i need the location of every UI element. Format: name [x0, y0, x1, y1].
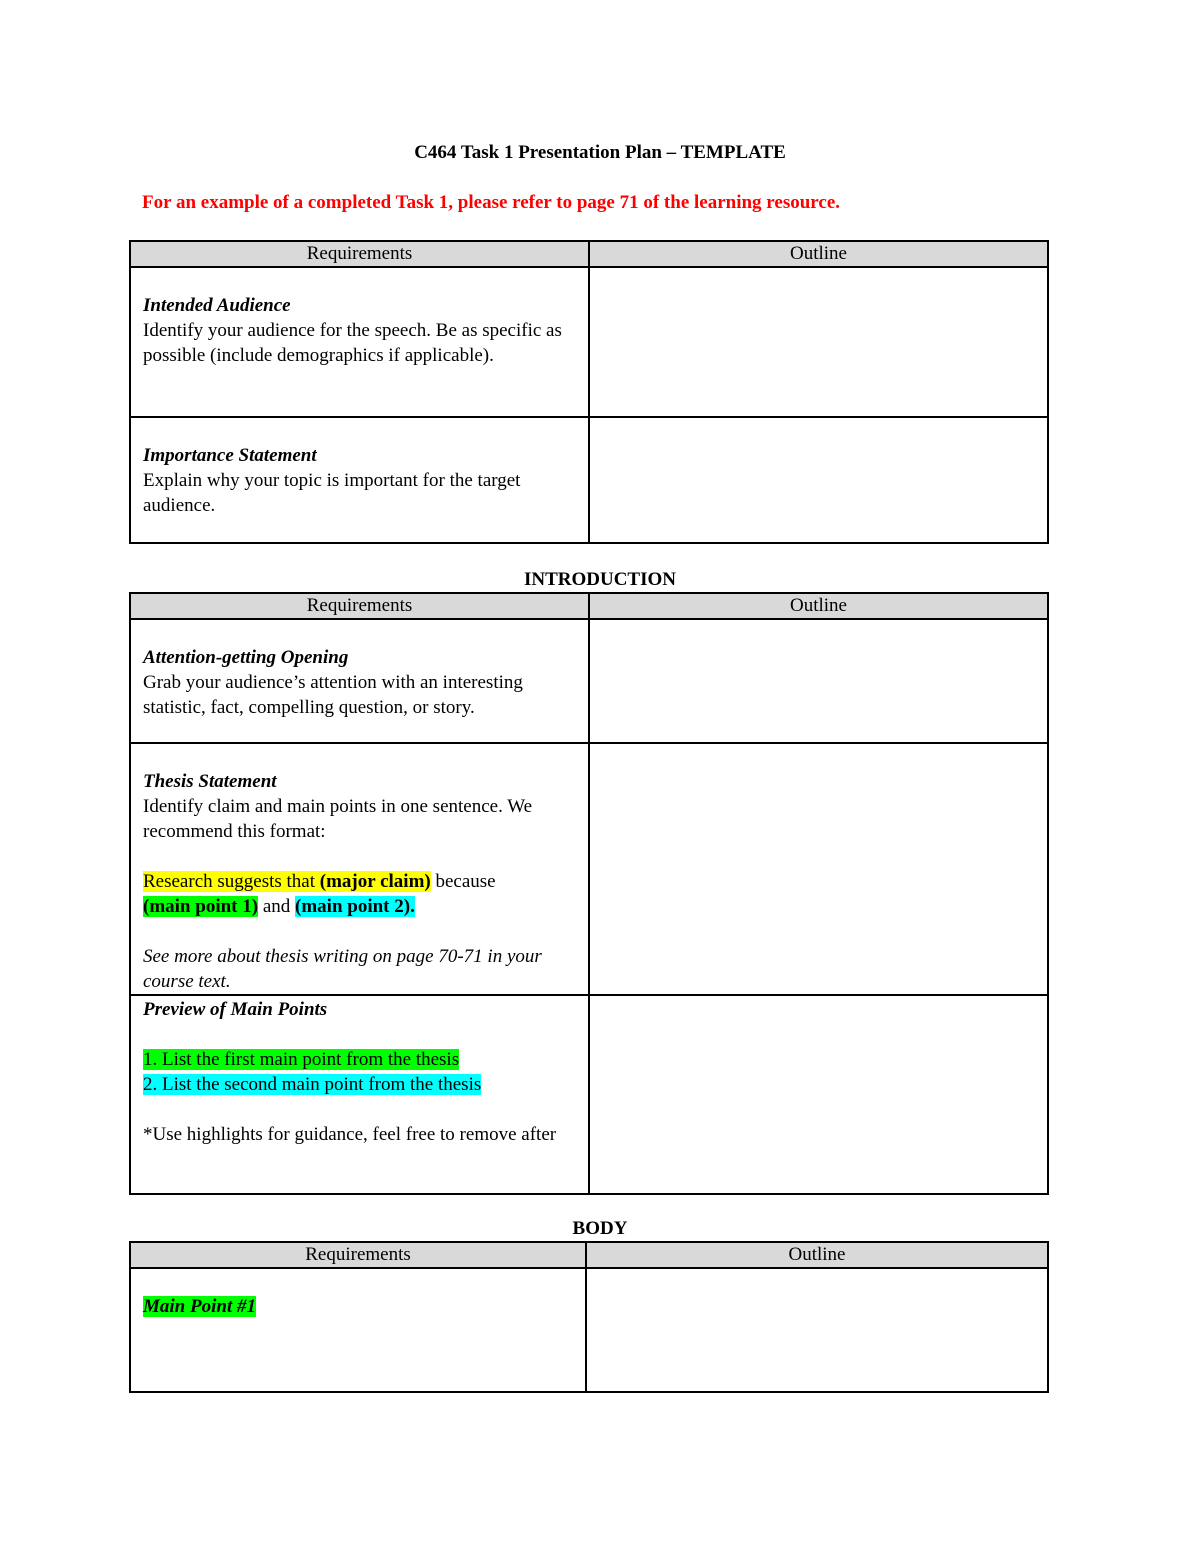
requirements-header: Requirements [130, 593, 589, 619]
requirement-cell-intended-audience [130, 267, 589, 417]
example-note: For an example of a completed Task 1, please refer to page 71 of the learning resource. [142, 192, 840, 213]
requirement-title: Thesis Statement [143, 771, 277, 792]
outline-header: Outline [586, 1242, 1048, 1268]
format-main-point-1: (main point 1) [143, 896, 259, 917]
requirements-header: Requirements [130, 1242, 586, 1268]
outline-header: Outline [589, 241, 1048, 267]
main-point-title: Main Point #1 [143, 1296, 256, 1317]
format-major-claim: (major claim) [319, 871, 431, 892]
format-main-point-2: (main point 2). [295, 896, 415, 917]
requirement-title: Preview of Main Points [143, 999, 328, 1020]
format-and: and [258, 896, 296, 917]
outline-cell[interactable] [589, 995, 1048, 1194]
requirement-cell-thesis-statement [130, 743, 589, 995]
requirement-description: Explain why your topic is important for the target audience. [143, 470, 521, 516]
preview-item-1: 1. List the first main point from the thesis [143, 1049, 460, 1070]
format-because: because [430, 871, 496, 892]
requirement-description: Identify your audience for the speech. Be as specific as possible (include demographics if applicable). [143, 320, 562, 366]
body-heading: BODY [572, 1218, 628, 1239]
outline-cell[interactable] [589, 267, 1048, 417]
requirement-cell-main-point-1 [130, 1268, 586, 1392]
preview-item-2: 2. List the second main point from the thesis [143, 1074, 482, 1095]
introduction-heading: INTRODUCTION [523, 569, 677, 590]
thesis-format [143, 869, 576, 919]
requirement-cell-attention-opening [130, 619, 589, 743]
requirement-cell-importance-statement [130, 417, 589, 543]
requirement-cell-preview-main-points [130, 995, 589, 1194]
outline-header: Outline [589, 593, 1048, 619]
requirement-description: Grab your audience’s attention with an interesting statistic, fact, compelling question, or story. [143, 672, 523, 718]
outline-cell[interactable] [586, 1268, 1048, 1392]
introduction-table [129, 592, 1049, 1195]
requirements-header: Requirements [130, 241, 589, 267]
body-table [129, 1241, 1049, 1393]
outline-cell[interactable] [589, 619, 1048, 743]
requirement-title: Importance Statement [143, 445, 317, 466]
highlight-guidance: *Use highlights for guidance, feel free to remove after [143, 1124, 557, 1145]
format-research-suggests: Research suggests that [143, 871, 320, 892]
requirement-title: Intended Audience [143, 295, 291, 316]
requirement-title: Attention-getting Opening [143, 647, 349, 668]
audience-table [129, 240, 1049, 544]
document-title: C464 Task 1 Presentation Plan – TEMPLATE [414, 142, 786, 163]
outline-cell[interactable] [589, 417, 1048, 543]
thesis-see-more: See more about thesis writing on page 70-71 in your course text. [143, 946, 542, 992]
requirement-description: Identify claim and main points in one sentence. We recommend this format: [143, 796, 533, 842]
outline-cell[interactable] [589, 743, 1048, 995]
